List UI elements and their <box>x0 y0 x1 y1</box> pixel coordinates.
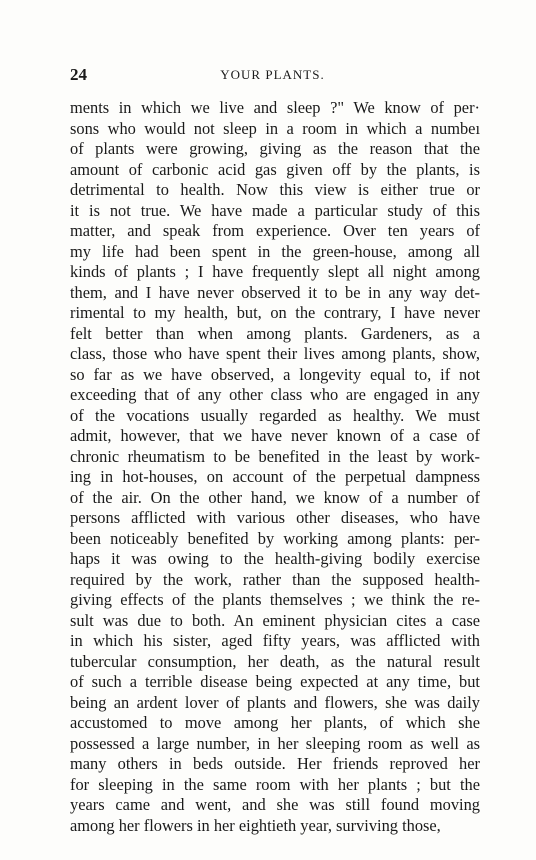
text-line: amount of carbonic acid gas given off by the plants, is <box>70 159 480 179</box>
text-line: accustomed to move among her plants, of which she <box>70 713 480 732</box>
page-number: 24 <box>70 65 87 84</box>
text-line: sult was due to both. An eminent physician cites a case <box>70 610 480 630</box>
text-line: haps it was owing to the health-giving bodily exercise <box>70 549 480 568</box>
text-line: in which his sister, aged fifty years, was afflicted with <box>70 631 480 650</box>
text-line: admit, however, that we have never known of a case of <box>70 426 480 445</box>
text-line: rimental to my health, but, on the contrary, I have never <box>70 303 480 322</box>
text-line: been noticeably benefited by working among plants: per- <box>70 528 480 548</box>
text-line: it is not true. We have made a particular study of this <box>70 200 480 220</box>
text-line: class, those who have spent their lives among plants, show, <box>70 344 480 363</box>
body-text <box>70 98 480 836</box>
text-line: chronic rheumatism to be benefited in the least by work- <box>70 446 480 466</box>
text-line: ing in hot-houses, on account of the perpetual dampness <box>70 467 480 486</box>
text-line: of plants were growing, giving as the reason that the <box>70 139 480 158</box>
text-line: persons afflicted with various other diseases, who have <box>70 508 480 527</box>
text-line: being an ardent lover of plants and flowers, she was daily <box>70 692 480 712</box>
text-line: matter, and speak from experience. Over ten years of <box>70 221 480 240</box>
text-line: sons who would not sleep in a room in which a numbeı <box>70 118 480 138</box>
text-line: kinds of plants ; I have frequently slept all night among <box>70 262 480 281</box>
text-line: ments in which we live and sleep ?" We know of per· <box>70 98 480 117</box>
text-line: my life had been spent in the green-house, among all <box>70 241 480 261</box>
text-line: possessed a large number, in her sleeping room as well as <box>70 733 480 753</box>
running-head-title: YOUR PLANTS. <box>220 67 325 82</box>
text-line: of the vocations usually regarded as healthy. We must <box>70 405 480 425</box>
text-line: of the air. On the other hand, we know of a number of <box>70 487 480 507</box>
text-line: so far as we have observed, a longevity equal to, if not <box>70 364 480 384</box>
text-line: among her flowers in her eightieth year, surviving those, <box>70 815 441 835</box>
text-line: giving effects of the plants themselves ; we think the re- <box>70 590 480 609</box>
text-line: them, and I have never observed it to be in any way det- <box>70 282 480 302</box>
text-line: felt better than when among plants. Gardeners, as a <box>70 323 480 343</box>
text-line: exceeding that of any other class who are engaged in any <box>70 385 480 404</box>
text-line: years came and went, and she was still found moving <box>70 795 480 814</box>
text-line: of such a terrible disease being expected at any time, but <box>70 672 480 691</box>
text-line: detrimental to health. Now this view is either true or <box>70 180 480 199</box>
text-line: for sleeping in the same room with her plants ; but the <box>70 774 480 794</box>
running-head <box>70 65 475 87</box>
text-line: many others in beds outside. Her friends reproved her <box>70 754 480 773</box>
text-line: tubercular consumption, her death, as the natural result <box>70 651 480 671</box>
text-line: required by the work, rather than the supposed health- <box>70 569 480 589</box>
